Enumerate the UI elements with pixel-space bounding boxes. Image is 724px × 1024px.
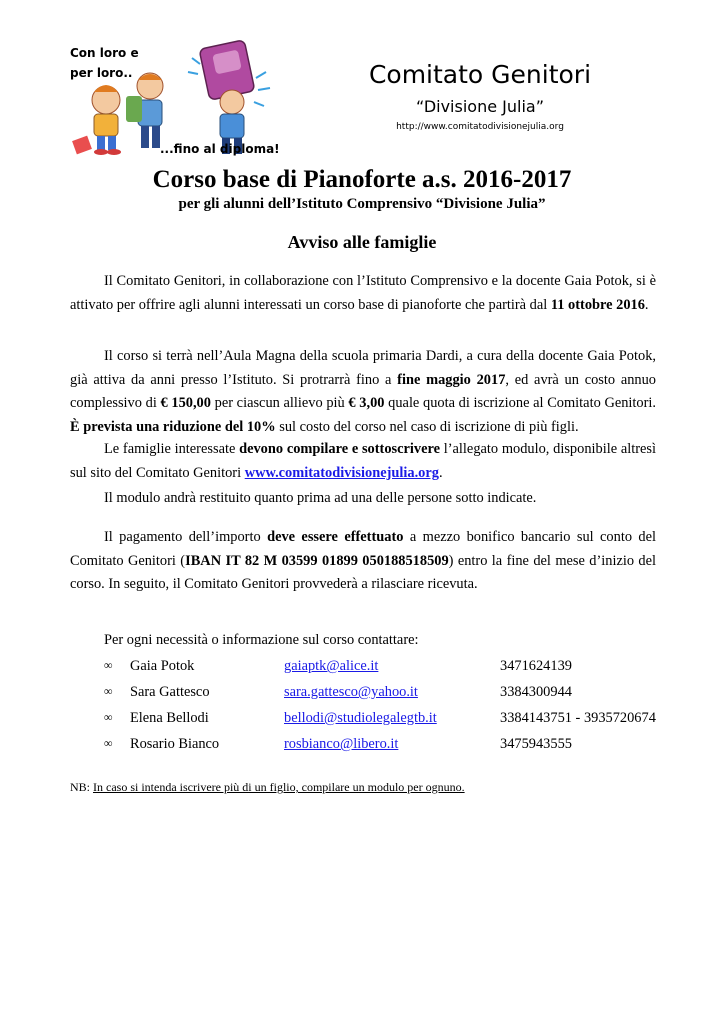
- paragraph-payment: [70, 526, 656, 597]
- org-name: Comitato Genitori: [368, 60, 592, 89]
- footnote-text: In caso si intenda iscrivere più di un figlio, compilare un modulo per ognuno.: [93, 780, 465, 794]
- contact-email-link[interactable]: bellodi@studiolegalegtb.it: [284, 710, 437, 726]
- contact-email-link[interactable]: rosbianco@libero.it: [284, 736, 399, 752]
- text: l’allegato modulo, disponibile altresì sul sito del Comitato Genitori: [70, 441, 657, 481]
- end-date: fine maggio 2017: [397, 371, 506, 388]
- start-date: 11 ottobre 2016: [550, 296, 645, 313]
- text: Il pagamento dell’importo: [104, 529, 268, 545]
- text: Il Comitato Genitori, in collaborazione con l’Istituto Comprensivo e la docente Gaia Potok, si è attivato per offrire agli alunni interessati un corso base di pianoforte che partirà dal: [70, 273, 656, 313]
- contact-email-link[interactable]: sara.gattesco@yahoo.it: [284, 684, 418, 700]
- contact-row: [104, 736, 664, 758]
- contact-name: Gaia Potok: [130, 658, 195, 674]
- contact-phone: 3475943555: [500, 736, 572, 752]
- logo: [64, 38, 286, 160]
- main-title: Corso base di Pianoforte a.s. 2016-2017: [152, 166, 572, 193]
- org-url[interactable]: http://www.comitatodivisionejulia.org: [396, 122, 564, 132]
- paragraph-details: [70, 345, 656, 439]
- text: ) entro la fine del mese d’inizio del corso. In seguito, il Comitato Genitori provvederà a rilasciare ricevuta.: [70, 552, 657, 592]
- infinity-bullet-icon: ∞: [104, 710, 113, 724]
- course-cost: € 150,00: [160, 395, 211, 411]
- website-link[interactable]: www.comitatodivisionejulia.org: [244, 464, 439, 481]
- iban: IBAN IT 82 M 03599 01899 050188518509: [185, 552, 449, 569]
- logo-text-line1: Con loro e: [70, 46, 139, 60]
- division-name: “Divisione Julia”: [416, 97, 544, 116]
- subtitle: per gli alunni dell’Istituto Comprensivo “Divisione Julia”: [178, 196, 546, 212]
- text: per ciascun allievo più: [210, 395, 349, 411]
- contact-name: Sara Gattesco: [130, 684, 210, 700]
- infinity-bullet-icon: ∞: [104, 736, 113, 750]
- notice-heading: Avviso alle famiglie: [287, 232, 437, 252]
- text: .: [644, 296, 649, 313]
- footnote: [70, 780, 465, 795]
- payment-requirement: deve essere effettuato: [267, 529, 404, 545]
- registration-fee: € 3,00: [348, 395, 385, 411]
- text: quale quota di iscrizione al Comitato Genitori.: [384, 395, 656, 411]
- contact-row: [104, 684, 664, 706]
- text: , ed avrà un costo annuo complessivo di: [70, 371, 656, 411]
- form-requirement: devono compilare e sottoscrivere: [239, 441, 441, 457]
- contact-phone: 3384143751 - 3935720674: [500, 710, 656, 726]
- text: .: [438, 464, 443, 481]
- committee-header: [360, 60, 600, 134]
- discount-note: È prevista una riduzione del 10%: [70, 418, 276, 435]
- contacts-intro: Per ogni necessità o informazione sul corso contattare:: [104, 632, 419, 648]
- paragraph-intro: [70, 270, 656, 317]
- infinity-bullet-icon: ∞: [104, 658, 113, 672]
- text: Il corso si terrà nell’Aula Magna della scuola primaria Dardi, a cura della docente Gaia Potok, già attiva da anni presso l’Istituto. Si protrarrà fino a: [70, 348, 656, 388]
- contact-phone: 3471624139: [500, 658, 572, 674]
- text: Le famiglie interessate: [104, 441, 240, 457]
- contact-email-link[interactable]: gaiaptk@alice.it: [284, 658, 379, 674]
- paragraph-form: [70, 438, 656, 485]
- contact-name: Rosario Bianco: [130, 736, 220, 752]
- text: sul costo del corso nel caso di iscrizione di più figli.: [275, 418, 579, 435]
- contact-phone: 3384300944: [500, 684, 572, 700]
- logo-text-line2: per loro..: [70, 66, 133, 80]
- footnote-label: NB:: [70, 780, 94, 794]
- logo-text-line3: ...fino al diploma!: [160, 142, 280, 156]
- text: a mezzo bonifico bancario sul conto del Comitato Genitori (: [70, 529, 656, 569]
- text: Il modulo andrà restituito quanto prima ad una delle persone sotto indicate.: [104, 490, 537, 506]
- contact-row: [104, 658, 664, 680]
- contact-name: Elena Bellodi: [130, 710, 209, 726]
- infinity-bullet-icon: ∞: [104, 684, 113, 698]
- paragraph-return: [70, 487, 656, 511]
- contact-row: [104, 710, 664, 732]
